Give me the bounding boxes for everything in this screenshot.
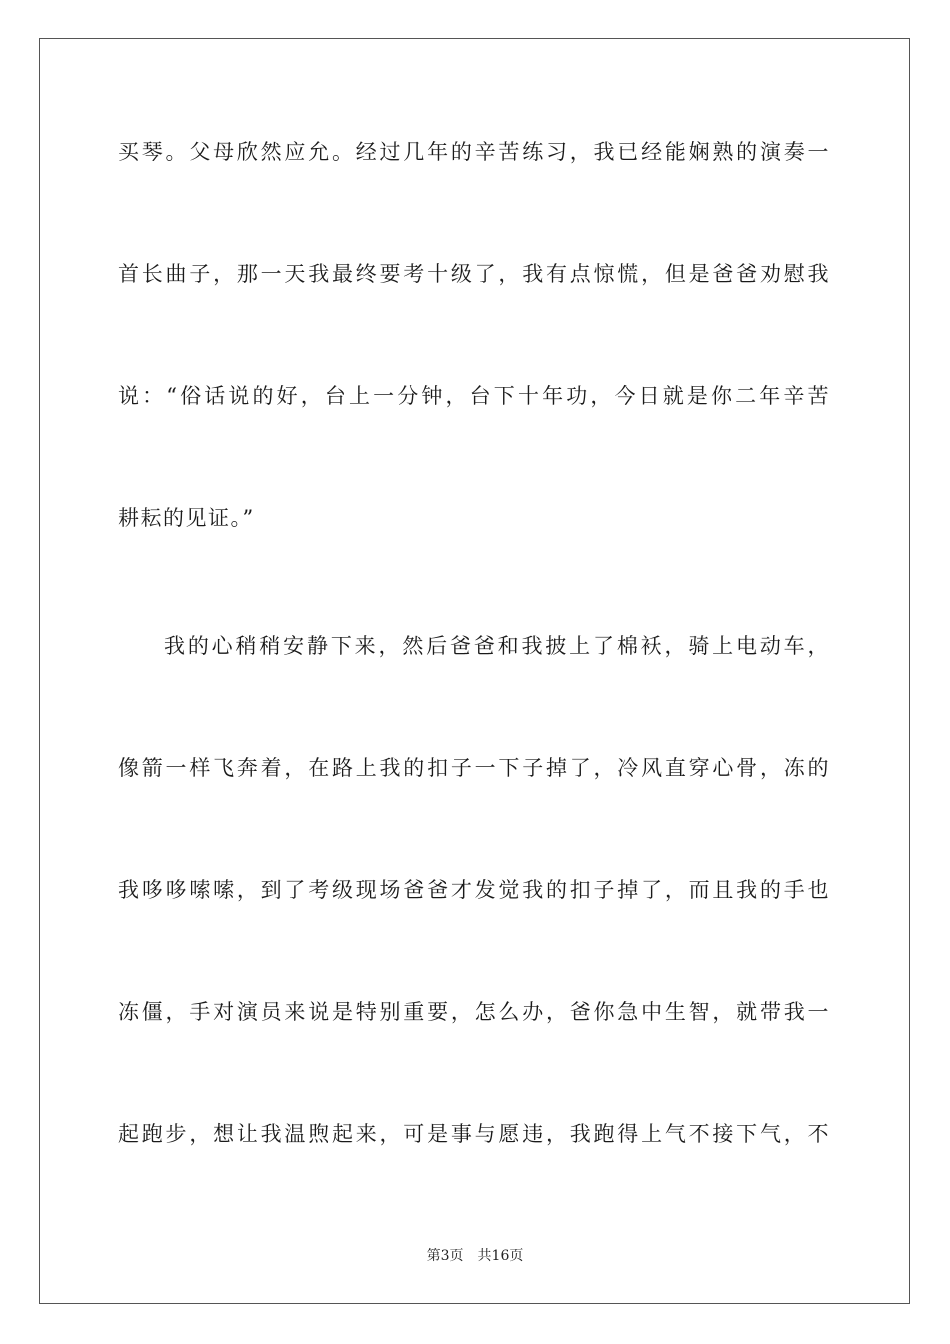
page-total: 共16页 [477, 1248, 524, 1264]
text-line-5: 我的心稍稍安静下来，然后爸爸和我披上了棉袄，骑上电动车， [164, 634, 830, 658]
text-line-7: 我哆哆嗦嗦，到了考级现场爸爸才发觉我的扣子掉了，而且我的手也 [118, 878, 830, 902]
text-line-3: 说：“俗话说的好，台上一分钟，台下十年功，今日就是你二年辛苦 [118, 384, 830, 408]
text-line-4: 耕耘的见证。” [118, 506, 255, 530]
page-footer [0, 1246, 950, 1266]
text-line-8: 冻僵，手对演员来说是特别重要，怎么办，爸你急中生智，就带我一 [118, 1000, 830, 1024]
text-line-2: 首长曲子，那一天我最终要考十级了，我有点惊慌，但是爸爸劝慰我 [118, 262, 830, 286]
text-line-9: 起跑步，想让我温煦起来，可是事与愿违，我跑得上气不接下气，不 [118, 1122, 830, 1146]
page-border [39, 38, 910, 1304]
page-number: 第3页 [426, 1248, 464, 1264]
text-line-6: 像箭一样飞奔着，在路上我的扣子一下子掉了，冷风直穿心骨，冻的 [118, 756, 830, 780]
text-line-1: 买琴。父母欣然应允。经过几年的辛苦练习，我已经能娴熟的演奏一 [118, 140, 830, 164]
